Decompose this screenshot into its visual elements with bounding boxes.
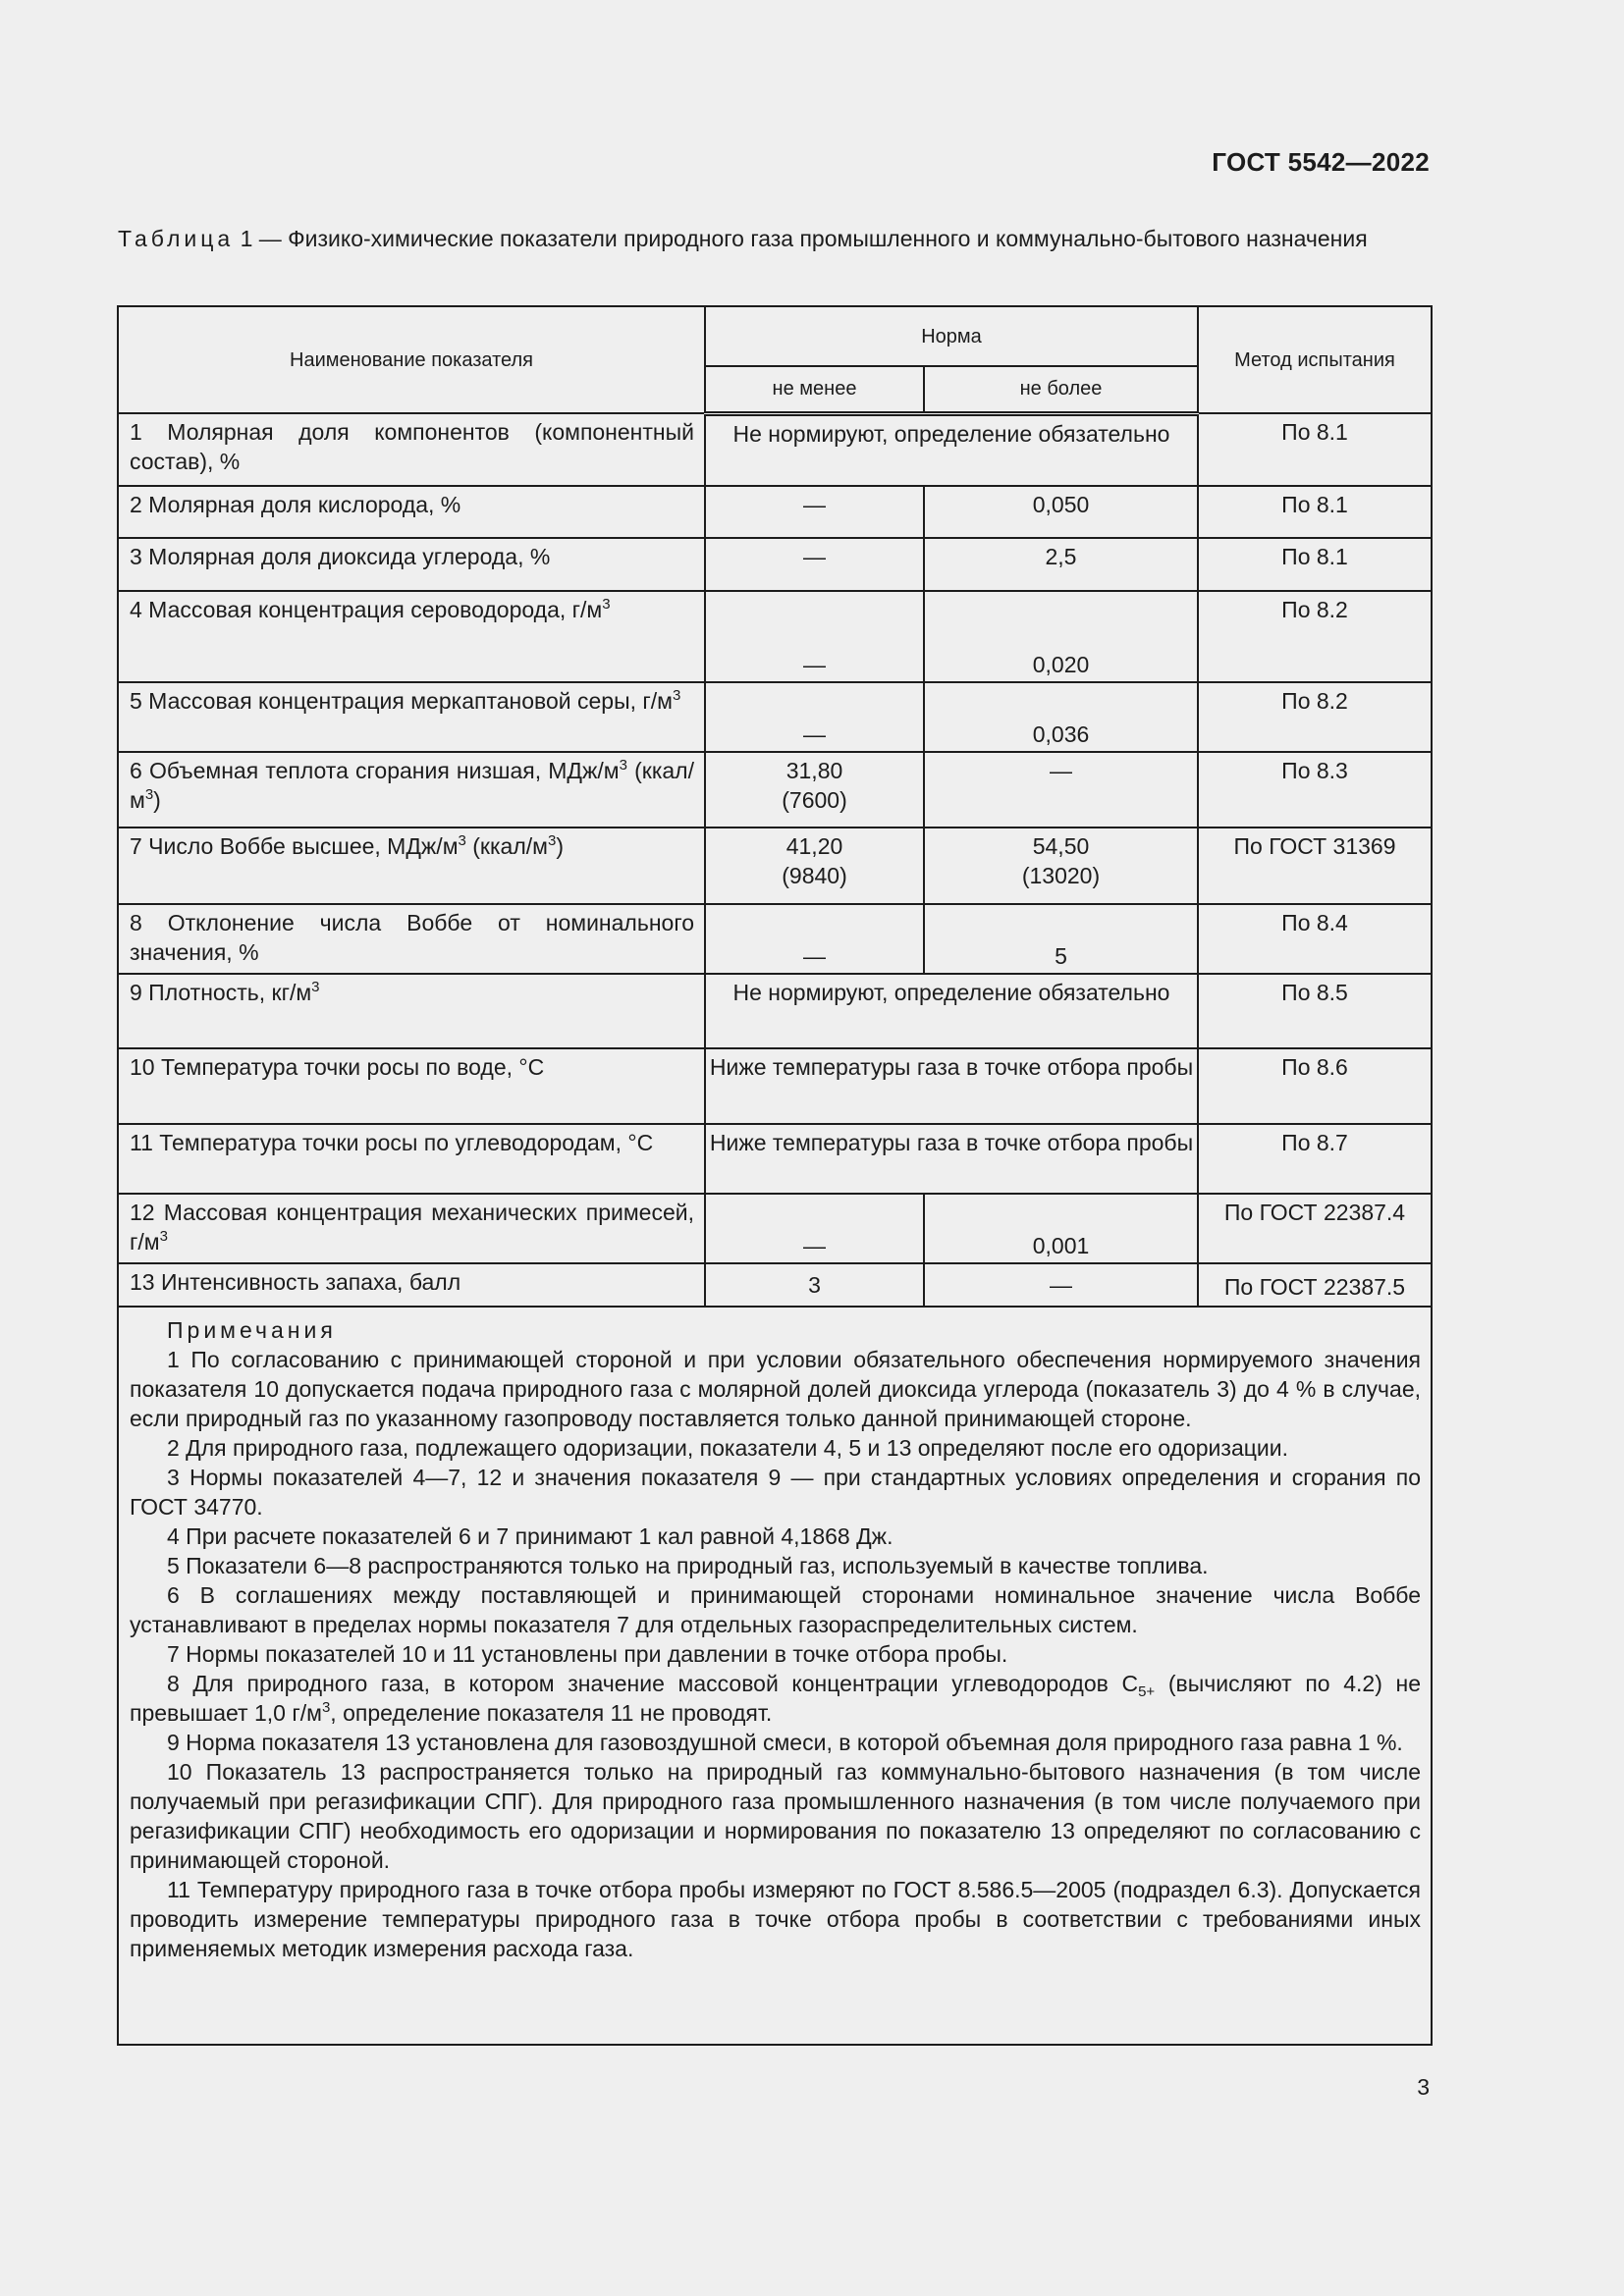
superscript: 3: [547, 832, 557, 849]
caption-label: Таблица: [118, 226, 235, 251]
row-name-text: 7 Число Воббе высшее, МДж/м: [130, 833, 459, 859]
col-header-max: не более: [924, 366, 1198, 413]
row-min: —: [705, 538, 924, 591]
row-name: 2 Молярная доля кислорода, %: [118, 486, 705, 538]
row-min: 3: [705, 1263, 924, 1307]
table-row: [118, 413, 1432, 486]
note-item: 5 Показатели 6—8 распространяются только на природный газ, используемый в качестве топлива.: [167, 1553, 1209, 1578]
value-line: 31,80: [785, 758, 843, 783]
row-name-text: ): [556, 833, 564, 859]
page-number: 3: [1417, 2074, 1430, 2100]
row-max: —: [924, 752, 1198, 828]
row-name: 1 Молярная доля компонентов (компонентный состав), %: [118, 413, 705, 486]
table-row: [118, 1048, 1432, 1124]
row-method: По 8.4: [1198, 904, 1432, 974]
note-item: 1 По согласованию с принимающей стороной и при условии обязательного обеспечения нормируемого значения показателя 10 допускается подача природного газа с молярной долей диоксида углерода (показатель 3) до 4 % в случае, если природный газ по указанному газопроводу поставляется только данной принимающей стороне.: [130, 1347, 1421, 1431]
value-line: (7600): [782, 787, 847, 813]
row-name: [118, 974, 705, 1048]
note-item: 2 Для природного газа, подлежащего одоризации, показатели 4, 5 и 13 определяют после его одоризации.: [167, 1435, 1289, 1461]
row-min: [705, 752, 924, 828]
table-row: [118, 486, 1432, 538]
row-max: 0,020: [924, 591, 1198, 682]
row-norm-merged: Ниже температуры газа в точке отбора пробы: [705, 1124, 1198, 1194]
row-name: [118, 828, 705, 904]
value-line: 54,50: [1032, 833, 1090, 859]
value-line: (13020): [1021, 863, 1101, 888]
superscript: 3: [458, 832, 466, 849]
row-norm-merged: Не нормируют, определение обязательно: [705, 413, 1198, 486]
table-row: [118, 1124, 1432, 1194]
row-name-text: (ккал/м: [130, 758, 694, 813]
row-method: По 8.1: [1198, 538, 1432, 591]
note-item: 9 Норма показателя 13 установлена для газовоздушной смеси, в которой объемная доля природного газа равна 1 %.: [167, 1730, 1403, 1755]
caption-number: 1: [240, 226, 253, 251]
row-max: 0,001: [924, 1194, 1198, 1263]
table-row: [118, 904, 1432, 974]
table-row: [118, 1263, 1432, 1307]
row-name: [118, 752, 705, 828]
row-method: По ГОСТ 22387.5: [1198, 1263, 1432, 1307]
row-min: —: [705, 591, 924, 682]
row-name-text: ): [153, 787, 161, 813]
note-item: [130, 1669, 1421, 1728]
superscript: 3: [311, 979, 320, 995]
superscript: 3: [321, 1699, 331, 1716]
value-line: 41,20: [785, 833, 843, 859]
table-row: [118, 682, 1432, 752]
note-item: 10 Показатель 13 распространяется только на природный газ коммунально-бытового назначения (в том числе получаемый при регазификации СПГ). Для природного газа промышленного назначения (в том числе получаемого при регазификации СПГ) необходимость его одоризации и нормирования по показателю 13 определяют по согласованию с принимающей стороной.: [130, 1759, 1421, 1873]
row-name: 11 Температура точки росы по углеводородам, °С: [118, 1124, 705, 1194]
row-min: —: [705, 904, 924, 974]
indicators-table: [117, 305, 1433, 2046]
superscript: 3: [673, 687, 681, 704]
notes-heading: Примечания: [167, 1317, 337, 1343]
note-text: 8 Для природного газа, в котором значение массовой концентрации углеводородов С: [167, 1671, 1139, 1696]
row-method: По ГОСТ 31369: [1198, 828, 1432, 904]
note-item: 7 Нормы показателей 10 и 11 установлены при давлении в точке отбора пробы.: [167, 1641, 1008, 1667]
row-max: 0,050: [924, 486, 1198, 538]
row-name-text: 6 Объемная теплота сгорания низшая, МДж/м: [130, 758, 620, 783]
superscript: 3: [619, 757, 627, 774]
row-norm-merged: Не нормируют, определение обязательно: [705, 974, 1198, 1048]
note-item: 6 В соглашениях между поставляющей и принимающей сторонами номинальное значение числа Воббе устанавливают в пределах нормы показателя 7 для отдельных газораспределительных систем.: [130, 1582, 1421, 1637]
row-name: [118, 591, 705, 682]
table-row: [118, 974, 1432, 1048]
row-min: [705, 828, 924, 904]
note-item: 4 При расчете показателей 6 и 7 принимают 1 кал равной 4,1868 Дж.: [167, 1523, 893, 1549]
row-max: —: [924, 1263, 1198, 1307]
row-norm-merged: Ниже температуры газа в точке отбора пробы: [705, 1048, 1198, 1124]
row-name-text: 9 Плотность, кг/м: [130, 980, 312, 1005]
note-text: (вычисляют по 4.2) не превышает 1,0 г/м: [130, 1671, 1421, 1726]
row-min: —: [705, 486, 924, 538]
note-item: 11 Температуру природного газа в точке отбора пробы измеряют по ГОСТ 8.586.5—2005 (подраздел 6.3). Допускается проводить измерение температуры природного газа в точке отбора пробы в соответствии с требованиями иных применяемых методик измерения расхода газа.: [130, 1877, 1421, 1961]
col-header-norm: Норма: [705, 306, 1198, 366]
row-method: По ГОСТ 22387.4: [1198, 1194, 1432, 1263]
row-name: [118, 682, 705, 752]
standard-code: ГОСТ 5542—2022: [1212, 147, 1430, 177]
table-caption: [118, 224, 1431, 253]
table-row: [118, 1194, 1432, 1263]
value-line: (9840): [782, 863, 847, 888]
row-name-text: 5 Массовая концентрация меркаптановой серы, г/м: [130, 688, 673, 714]
subscript: 5+: [1138, 1683, 1156, 1700]
notes-block: [118, 1307, 1432, 2045]
caption-title: Физико-химические показатели природного газа промышленного и коммунально-бытового назначения: [288, 226, 1368, 251]
row-name: [118, 1194, 705, 1263]
row-name-text: 12 Массовая концентрация механических примесей, г/м: [130, 1200, 694, 1255]
row-max: 2,5: [924, 538, 1198, 591]
row-method: По 8.1: [1198, 413, 1432, 486]
row-name: 3 Молярная доля диоксида углерода, %: [118, 538, 705, 591]
note-text: , определение показателя 11 не проводят.: [330, 1700, 773, 1726]
table-row: [118, 828, 1432, 904]
row-min: —: [705, 1194, 924, 1263]
note-item: 3 Нормы показателей 4—7, 12 и значения показателя 9 — при стандартных условиях определения и сгорания по ГОСТ 34770.: [130, 1465, 1421, 1520]
row-name: 10 Температура точки росы по воде, °С: [118, 1048, 705, 1124]
table-row: [118, 752, 1432, 828]
row-method: По 8.2: [1198, 591, 1432, 682]
row-max: 5: [924, 904, 1198, 974]
superscript: 3: [159, 1228, 168, 1245]
row-method: По 8.5: [1198, 974, 1432, 1048]
row-method: По 8.3: [1198, 752, 1432, 828]
table-row: [118, 538, 1432, 591]
row-name-text: 4 Массовая концентрация сероводорода, г/м: [130, 597, 603, 622]
row-max: 0,036: [924, 682, 1198, 752]
row-max: [924, 828, 1198, 904]
caption-dash: —: [258, 226, 282, 251]
superscript: 3: [144, 786, 154, 803]
col-header-name: Наименование показателя: [118, 306, 705, 413]
col-header-method: Метод испытания: [1198, 306, 1432, 413]
row-method: По 8.7: [1198, 1124, 1432, 1194]
row-min: —: [705, 682, 924, 752]
table-row: [118, 591, 1432, 682]
row-name: 8 Отклонение числа Воббе от номинального значения, %: [118, 904, 705, 974]
row-method: По 8.6: [1198, 1048, 1432, 1124]
row-name-text: (ккал/м: [465, 833, 548, 859]
row-name: 13 Интенсивность запаха, балл: [118, 1263, 705, 1307]
col-header-min: не менее: [705, 366, 924, 413]
row-method: По 8.1: [1198, 486, 1432, 538]
superscript: 3: [602, 596, 611, 613]
row-method: По 8.2: [1198, 682, 1432, 752]
